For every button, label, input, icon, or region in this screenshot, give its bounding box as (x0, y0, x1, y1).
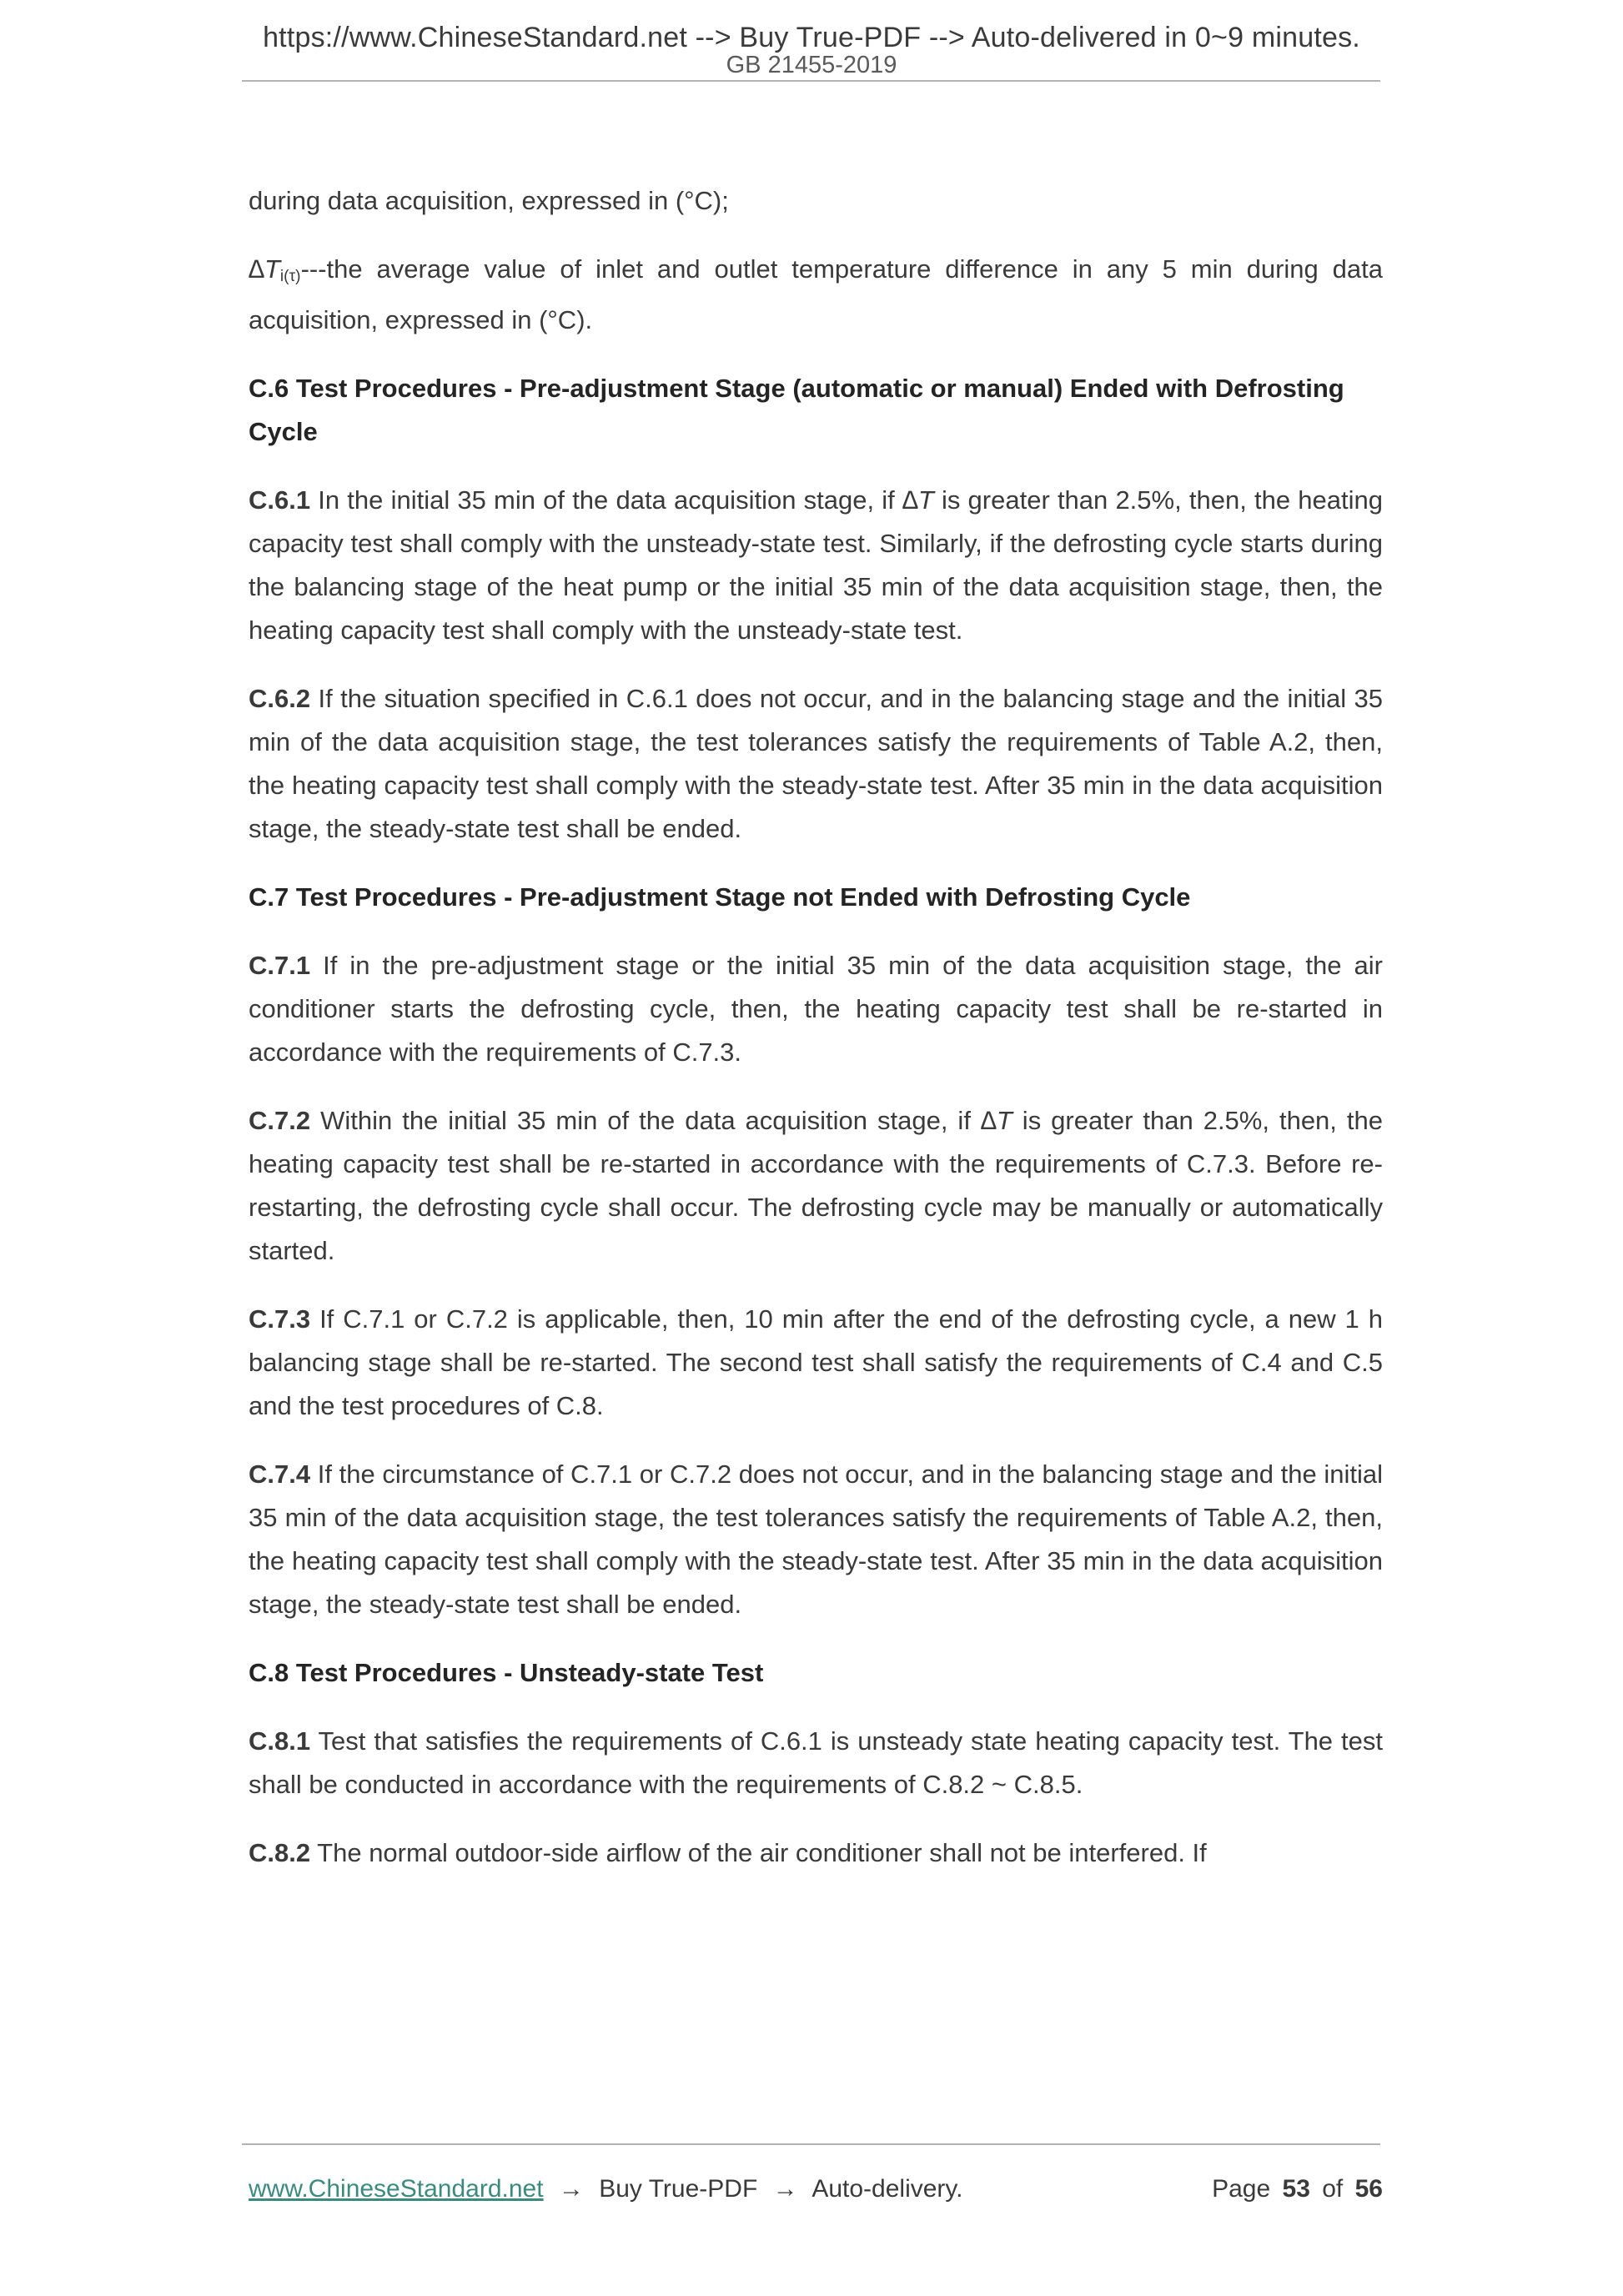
footer-promo (249, 2175, 963, 2203)
text-run: during data acquisition, expressed in (°C); (249, 186, 729, 215)
arrow-right-icon: → (772, 2175, 798, 2203)
paragraph (249, 944, 1383, 1074)
footer-divider (242, 2143, 1380, 2145)
page-footer (249, 2175, 1383, 2203)
doc-code: GB 21455-2019 (726, 52, 897, 78)
page-indicator (1212, 2175, 1383, 2203)
text-run: i(τ) (279, 268, 301, 286)
text-run: C.7.1 (249, 951, 311, 981)
text-run: The normal outdoor-side airflow of the air conditioner shall not be interfered. If (310, 1838, 1207, 1868)
text-run: In the initial 35 min of the data acquisition stage, if (310, 485, 902, 515)
text-run: C.6.1 (249, 485, 311, 515)
text-run: is greater than 2.5%, then, the heating capacity test shall be re-started in accordance with the requirements of C.7.3. Before re-restarting, the defrosting cycle shall occur. The defrosting cycle may be manually or automatically started. (249, 1106, 1383, 1266)
section-heading (249, 876, 1383, 919)
text-run: C.8.1 (249, 1726, 311, 1756)
text-run: is greater than 2.5%, then, the heating capacity test shall comply with the unsteady-state test. Similarly, if the defrosting cycle starts during the balancing stage of the heat pump or the initial 35 min of the data acquisition stage, then, the heating capacity test shall comply with the unsteady-state test. (249, 485, 1383, 646)
paragraph (249, 1298, 1383, 1428)
paragraph (249, 677, 1383, 851)
text-run: C.7.4 (249, 1459, 311, 1490)
page-word: Page (1212, 2175, 1271, 2203)
text-run: C.8 Test Procedures - Unsteady-state Test (249, 1658, 764, 1688)
text-run: C.7.2 (249, 1106, 311, 1136)
text-run: ∆T (980, 1106, 1012, 1136)
footer-site-link[interactable]: www.ChineseStandard.net (249, 2175, 544, 2203)
text-run: Within the initial 35 min of the data acquisition stage, if (310, 1106, 981, 1136)
text-run: C.7 Test Procedures - Pre-adjustment Stage not Ended with Defrosting Cycle (249, 882, 1191, 912)
paragraph (249, 1831, 1383, 1875)
footer-delivery-text: Auto-delivery. (812, 2175, 963, 2203)
text-run: If the situation specified in C.6.1 does not occur, and in the balancing stage and the initial 35 min of the data acquisition stage, the test tolerances satisfy the requirements of Table A.2, then, the heating capacity test shall comply with the steady-state test. After 35 min in the data acquisition stage, the steady-state test shall be ended. (249, 684, 1383, 844)
paragraph (249, 479, 1383, 652)
document-body (249, 179, 1383, 1900)
text-run: C.6.2 (249, 684, 311, 714)
section-heading (249, 1651, 1383, 1695)
text-run: If the circumstance of C.7.1 or C.7.2 does not occur, and in the balancing stage and the initial 35 min of the data acquisition stage, the test tolerances satisfy the requirements of Table A.2, then, the heating capacity test shall comply with the steady-state test. After 35 min in the data acquisition stage, the steady-state test shall be ended. (249, 1459, 1383, 1620)
text-run: C.6 Test Procedures - Pre-adjustment Stage (automatic or manual) Ended with Defrosting Cycle (249, 374, 1344, 447)
arrow-right-icon: → (558, 2175, 584, 2203)
text-run: If in the pre-adjustment stage or the initial 35 min of the data acquisition stage, the air conditioner starts the defrosting cycle, then, the heating capacity test shall be re-started in accordance with the requirements of C.7.3. (249, 951, 1383, 1068)
text-run: ---the average value of inlet and outlet temperature difference in any 5 min during data acquisition, expressed in (°C). (249, 254, 1383, 335)
total-pages: 56 (1354, 2175, 1383, 2203)
paragraph (249, 1453, 1383, 1626)
paragraph (249, 179, 1383, 223)
section-heading (249, 367, 1383, 454)
footer-buy-text: Buy True-PDF (599, 2175, 758, 2203)
paragraph (249, 1099, 1383, 1273)
header-divider (242, 80, 1380, 82)
text-run: C.7.3 (249, 1304, 311, 1334)
paragraph (249, 248, 1383, 342)
of-word: of (1322, 2175, 1344, 2203)
header-promo-link[interactable]: https://www.ChineseStandard.net --> Buy True-PDF --> Auto-delivered in 0~9 minutes. (263, 22, 1360, 53)
text-run: C.8.2 (249, 1838, 311, 1868)
text-run: Test that satisfies the requirements of C.6.1 is unsteady state heating capacity test. The test shall be conducted in accordance with the requirements of C.8.2 ~ C.8.5. (249, 1726, 1383, 1800)
text-run: ∆T (902, 485, 934, 515)
text-run: ∆T (249, 254, 280, 284)
page-number: 53 (1282, 2175, 1310, 2203)
text-run: If C.7.1 or C.7.2 is applicable, then, 10 min after the end of the defrosting cycle, a new 1 h balancing stage shall be re-started. The second test shall satisfy the requirements of C.4 and C.5 and the test procedures of C.8. (249, 1304, 1383, 1421)
paragraph (249, 1720, 1383, 1806)
